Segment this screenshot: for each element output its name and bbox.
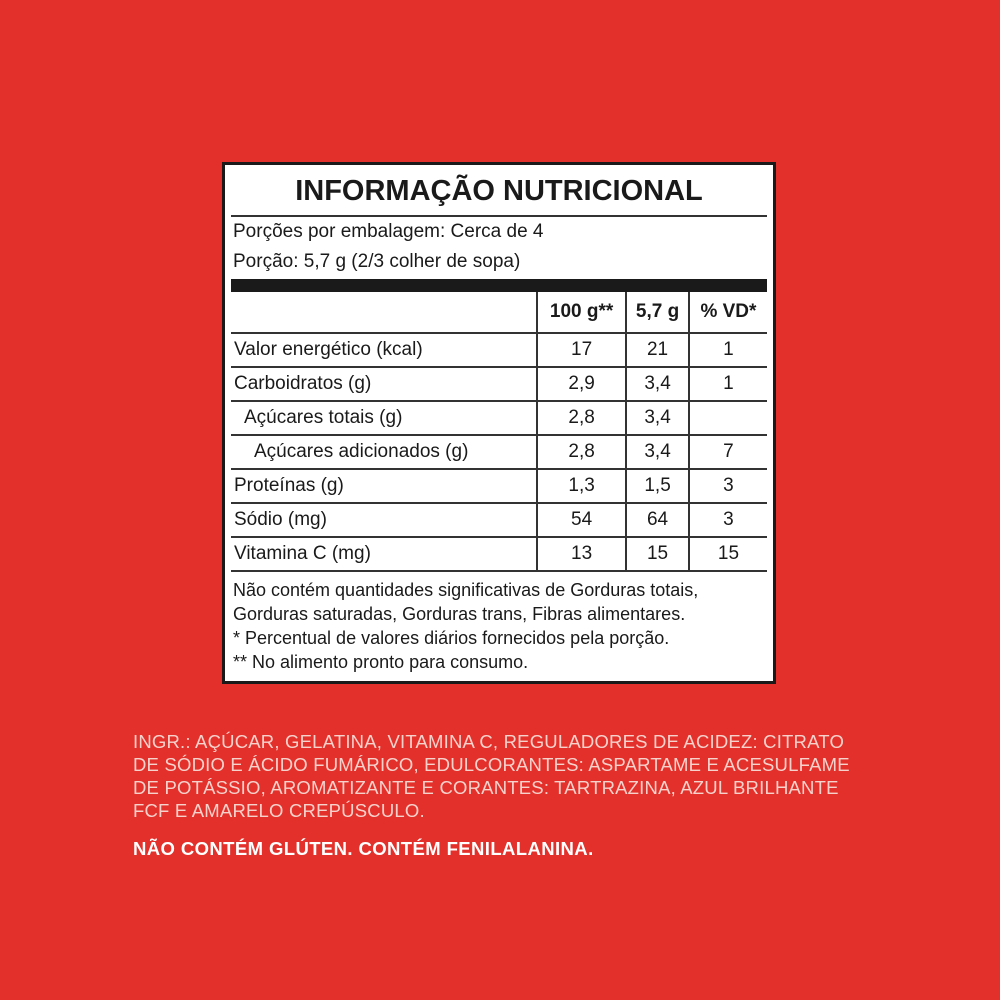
divider-bar xyxy=(231,279,767,292)
table-row xyxy=(231,401,767,435)
nutrient-name: Valor energético (kcal) xyxy=(231,333,537,367)
allergen-statement: NÃO CONTÉM GLÚTEN. CONTÉM FENILALANINA. xyxy=(133,838,594,859)
value-100g: 2,8 xyxy=(537,401,626,435)
servings-per-package: Porções por embalagem: Cerca de 4 xyxy=(233,221,544,242)
value-portion: 21 xyxy=(626,333,689,367)
value-portion: 3,4 xyxy=(626,367,689,401)
value-100g: 54 xyxy=(537,503,626,537)
value-vd xyxy=(689,401,767,435)
value-vd: 15 xyxy=(689,537,767,571)
table-row xyxy=(231,333,767,367)
table-row xyxy=(231,503,767,537)
table-row xyxy=(231,537,767,571)
value-vd: 3 xyxy=(689,469,767,503)
value-vd: 1 xyxy=(689,367,767,401)
header-vd: % VD* xyxy=(689,292,767,333)
value-portion: 15 xyxy=(626,537,689,571)
value-portion: 64 xyxy=(626,503,689,537)
footnote-vd: * Percentual de valores diários fornecidos pela porção. xyxy=(233,628,670,648)
value-100g: 2,9 xyxy=(537,367,626,401)
header-portion: 5,7 g xyxy=(626,292,689,333)
nutrient-name: Açúcares totais (g) xyxy=(231,401,537,435)
table-header xyxy=(231,292,767,333)
value-100g: 17 xyxy=(537,333,626,367)
table-row xyxy=(231,435,767,469)
table-row xyxy=(231,367,767,401)
value-100g: 1,3 xyxy=(537,469,626,503)
table-row xyxy=(231,469,767,503)
nutrition-table xyxy=(231,292,767,572)
nutrition-facts-label xyxy=(222,162,776,684)
header-100g: 100 g** xyxy=(537,292,626,333)
nutrient-name: Sódio (mg) xyxy=(231,503,537,537)
footnote-ready: ** No alimento pronto para consumo. xyxy=(233,652,529,672)
nutrient-name: Vitamina C (mg) xyxy=(231,537,537,571)
serving-size: Porção: 5,7 g (2/3 colher de sopa) xyxy=(233,251,521,272)
serving-info xyxy=(225,217,773,279)
label-title: INFORMAÇÃO NUTRICIONAL xyxy=(231,165,767,217)
value-100g: 13 xyxy=(537,537,626,571)
ingredients-text: INGR.: AÇÚCAR, GELATINA, VITAMINA C, REGULADORES DE ACIDEZ: CITRATO DE SÓDIO E ÁCIDO FUMÁRICO, EDULCORANTES: ASPARTAME E ACESULFAME DE POTÁSSIO, AROMATIZANTE E CORANTES: TARTRAZINA, AZUL BRILHANTE FCF E AMARELO CREPÚSCULO. xyxy=(133,731,850,821)
footnotes xyxy=(225,572,773,674)
nutrient-name: Carboidratos (g) xyxy=(231,367,537,401)
value-vd: 1 xyxy=(689,333,767,367)
footnote-not-significant: Não contém quantidades significativas de Gorduras totais, Gorduras saturadas, Gorduras trans, Fibras alimentares. xyxy=(233,580,699,624)
value-portion: 1,5 xyxy=(626,469,689,503)
value-100g: 2,8 xyxy=(537,435,626,469)
value-portion: 3,4 xyxy=(626,435,689,469)
nutrient-name: Proteínas (g) xyxy=(231,469,537,503)
nutrient-name: Açúcares adicionados (g) xyxy=(231,435,537,469)
header-empty xyxy=(231,292,537,333)
value-vd: 7 xyxy=(689,435,767,469)
value-portion: 3,4 xyxy=(626,401,689,435)
value-vd: 3 xyxy=(689,503,767,537)
